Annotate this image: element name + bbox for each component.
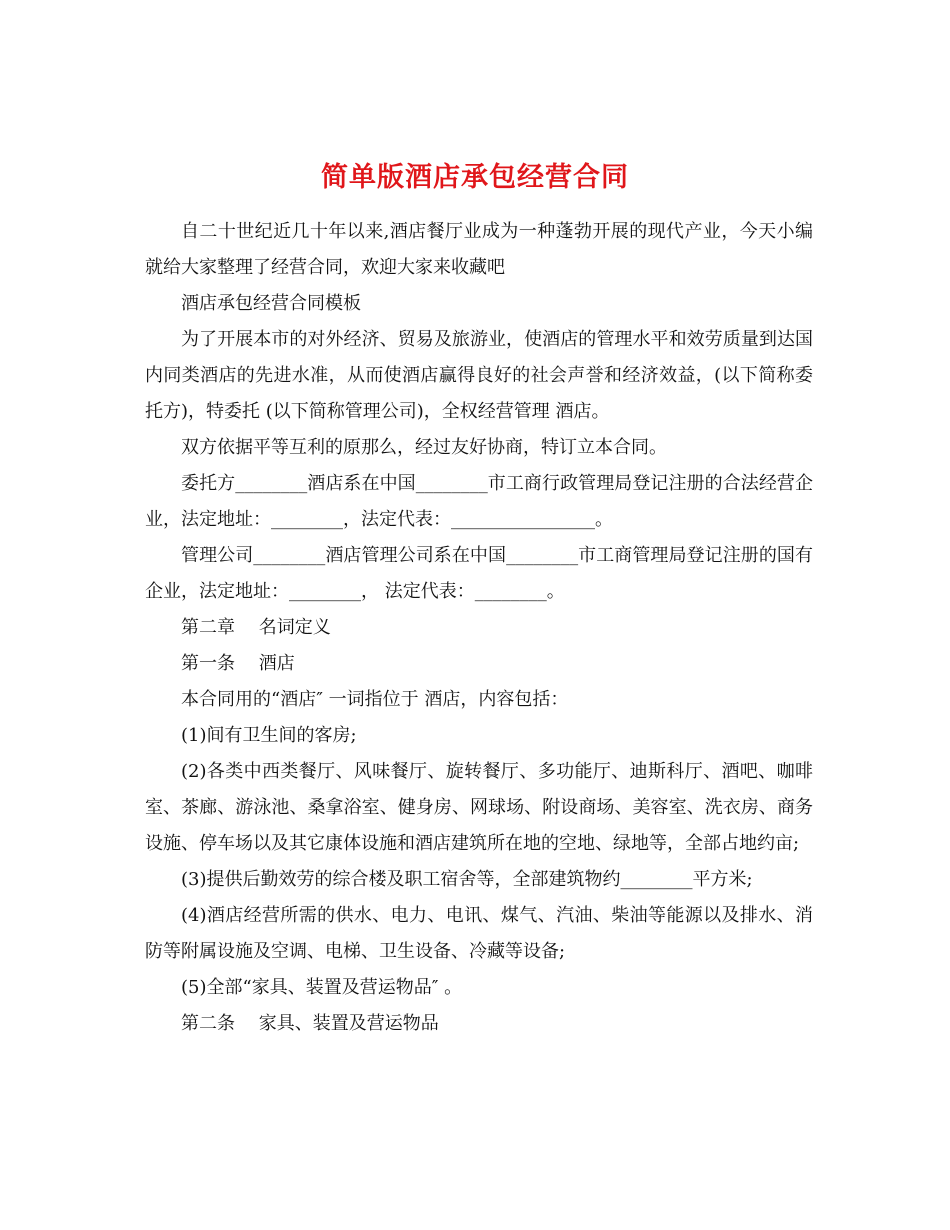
paragraph-principle: 双方依据平等互利的原那么，经过友好协商，特订立本合同。 <box>181 437 667 458</box>
paragraph-purpose: 为了开展本市的对外经济、贸易及旅游业，使酒店的管理水平和效劳质量到达国内同类酒店的先进水准，从而使酒店赢得良好的社会声誉和经济效益，(以下简称委托方)，特委托 (以下简称管理公司)，全权经营管理 酒店。 <box>145 329 813 422</box>
chapter-heading: 第二章 名词定义 <box>181 617 331 638</box>
article-heading-1: 第一条 酒店 <box>181 653 295 674</box>
list-item-1: (1)间有卫生间的客房; <box>181 725 357 746</box>
paragraph-template-heading: 酒店承包经营合同模板 <box>181 293 361 314</box>
paragraph-client-party: 委托方________酒店系在中国________市工商行政管理局登记注册的合法经营企业，法定地址：________，法定代表：________________。 <box>145 473 813 530</box>
document-title: 简单版酒店承包经营合同 <box>321 162 629 194</box>
document-body <box>145 214 813 1042</box>
list-item-3: (3)提供后勤效劳的综合楼及职工宿舍等，全部建筑物约________平方米; <box>181 869 753 890</box>
paragraph-management-party: 管理公司________酒店管理公司系在中国________市工商管理局登记注册的国有企业，法定地址：________， 法定代表：________。 <box>145 545 813 602</box>
list-item-4: (4)酒店经营所需的供水、电力、电讯、煤气、汽油、柴油等能源以及排水、消防等附属设施及空调、电梯、卫生设备、冷藏等设备; <box>145 905 813 962</box>
article-heading-2: 第二条 家具、装置及营运物品 <box>181 1013 439 1034</box>
paragraph-intro: 自二十世纪近几十年以来,酒店餐厅业成为一种蓬勃开展的现代产业，今天小编就给大家整理了经营合同，欢迎大家来收藏吧 <box>145 221 813 278</box>
paragraph-hotel-definition: 本合同用的“酒店″ 一词指位于 酒店，内容包括： <box>181 689 569 710</box>
list-item-2: (2)各类中西类餐厅、风味餐厅、旋转餐厅、多功能厅、迪斯科厅、酒吧、咖啡室、茶廊、游泳池、桑拿浴室、健身房、网球场、附设商场、美容室、洗衣房、商务设施、停车场以及其它康体设施和酒店建筑所在地的空地、绿地等，全部占地约亩; <box>145 761 813 854</box>
list-item-5: (5)全部“家具、装置及营运物品″ 。 <box>181 977 463 998</box>
